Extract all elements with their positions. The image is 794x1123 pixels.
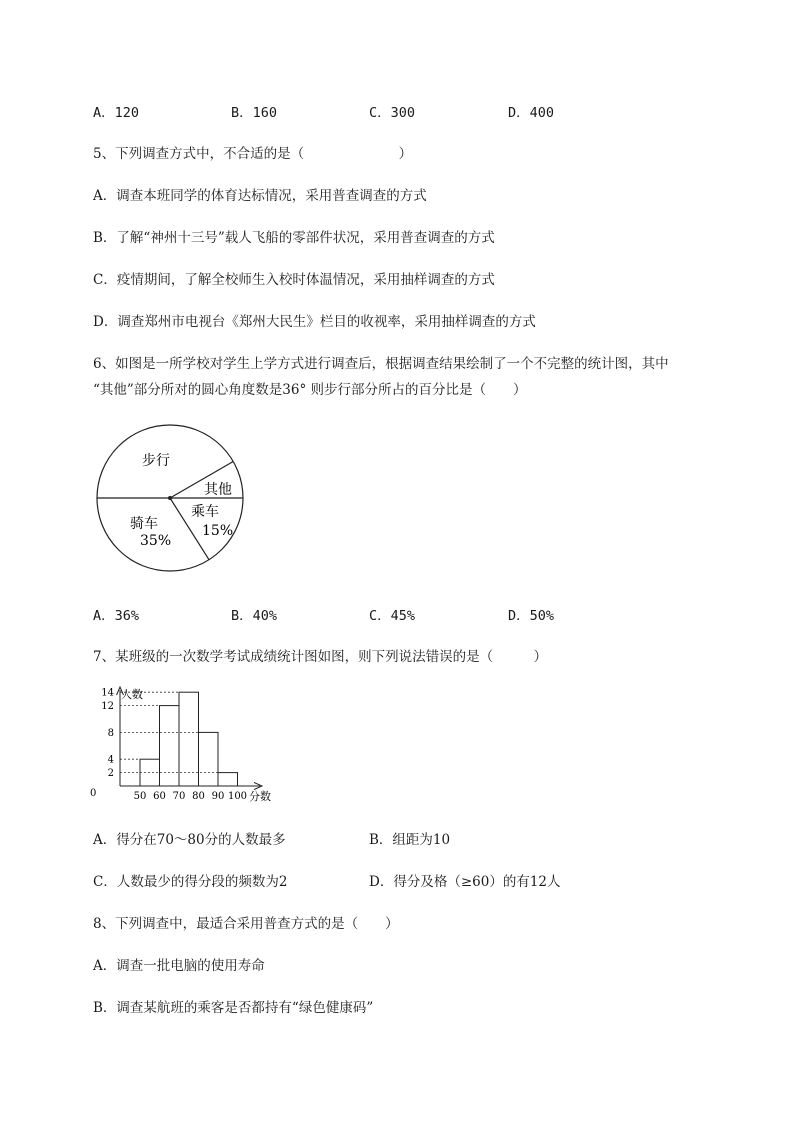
x-tick-label: 50 xyxy=(133,791,147,802)
q7-option-a: A．得分在70～80分的人数最多 xyxy=(93,832,286,848)
q5-stem: 5、下列调查方式中，不合适的是（ ） xyxy=(93,146,413,162)
pie-label-bus-pct: 15% xyxy=(202,523,234,539)
q7-stem: 7、某班级的一次数学考试成绩统计图如图，则下列说法错误的是（ ） xyxy=(93,649,548,665)
origin-label: 0 xyxy=(90,788,97,799)
y-tick-label: 2 xyxy=(107,768,114,780)
q7-option-d: D．得分及格（≥60）的有12人 xyxy=(369,874,561,890)
q8-option-b: B．调查某航班的乘客是否都持有“绿色健康码” xyxy=(93,1000,374,1016)
x-axis-label: 分数 xyxy=(249,790,271,803)
q8-option-a: A．调查一批电脑的使用寿命 xyxy=(93,958,265,974)
pie-label-bike-pct: 35% xyxy=(140,533,172,549)
y-tick-label: 8 xyxy=(107,727,114,739)
q6-option-a: A．36% xyxy=(93,608,140,624)
x-tick-label: 80 xyxy=(192,791,205,802)
q7-option-c: C．人数最少的得分段的频数为2 xyxy=(93,874,288,890)
pie-chart xyxy=(90,418,250,583)
q6-option-c: C．45% xyxy=(369,608,416,624)
q4-option-a: A．120 xyxy=(93,105,140,121)
histogram-chart xyxy=(88,682,288,804)
histogram-bar xyxy=(218,773,238,786)
y-axis-label: 人数 xyxy=(121,688,143,701)
q5-option-b: B．了解“神州十三号”载人飞船的零部件状况，采用普查调查的方式 xyxy=(93,230,495,246)
x-tick-label: 60 xyxy=(153,791,166,802)
y-tick-label: 14 xyxy=(101,687,114,699)
q5-option-c: C．疫情期间，了解全校师生入校时体温情况，采用抽样调查的方式 xyxy=(93,272,495,288)
histogram-bar xyxy=(199,732,219,786)
q6-stem-line2: “其他”部分所对的圆心角度数是36° 则步行部分所占的百分比是（ ） xyxy=(93,382,527,398)
pie-label-walk: 步行 xyxy=(142,453,170,469)
q6-stem-line1: 6、如图是一所学校对学生上学方式进行调查后，根据调查结果绘制了一个不完整的统计图，其中 xyxy=(93,356,669,372)
q4-option-d: D．400 xyxy=(508,105,555,121)
pie-center xyxy=(168,496,172,500)
q4-option-b: B．160 xyxy=(231,105,278,121)
pie-label-other: 其他 xyxy=(204,482,232,498)
q7-option-b: B．组距为10 xyxy=(369,832,451,848)
q5-option-a: A．调查本班同学的体育达标情况，采用普查调查的方式 xyxy=(93,188,427,204)
y-tick-label: 4 xyxy=(107,754,114,766)
y-tick-label: 12 xyxy=(101,701,114,713)
histogram-bar xyxy=(179,692,199,786)
q6-option-d: D．50% xyxy=(508,608,555,624)
x-tick-label: 90 xyxy=(211,791,225,802)
q5-option-d: D．调查郑州市电视台《郑州大民生》栏目的收视率，采用抽样调查的方式 xyxy=(93,314,536,330)
x-tick-label: 70 xyxy=(172,791,186,802)
q4-option-c: C．300 xyxy=(369,105,416,121)
x-tick-label: 100 xyxy=(227,791,248,802)
histogram-bar xyxy=(160,706,180,786)
q6-option-b: B．40% xyxy=(231,608,278,624)
pie-label-bike: 骑车 xyxy=(130,516,158,532)
q8-stem: 8、下列调查中，最适合采用普查方式的是（ ） xyxy=(93,916,399,932)
pie-label-bus: 乘车 xyxy=(191,504,219,520)
